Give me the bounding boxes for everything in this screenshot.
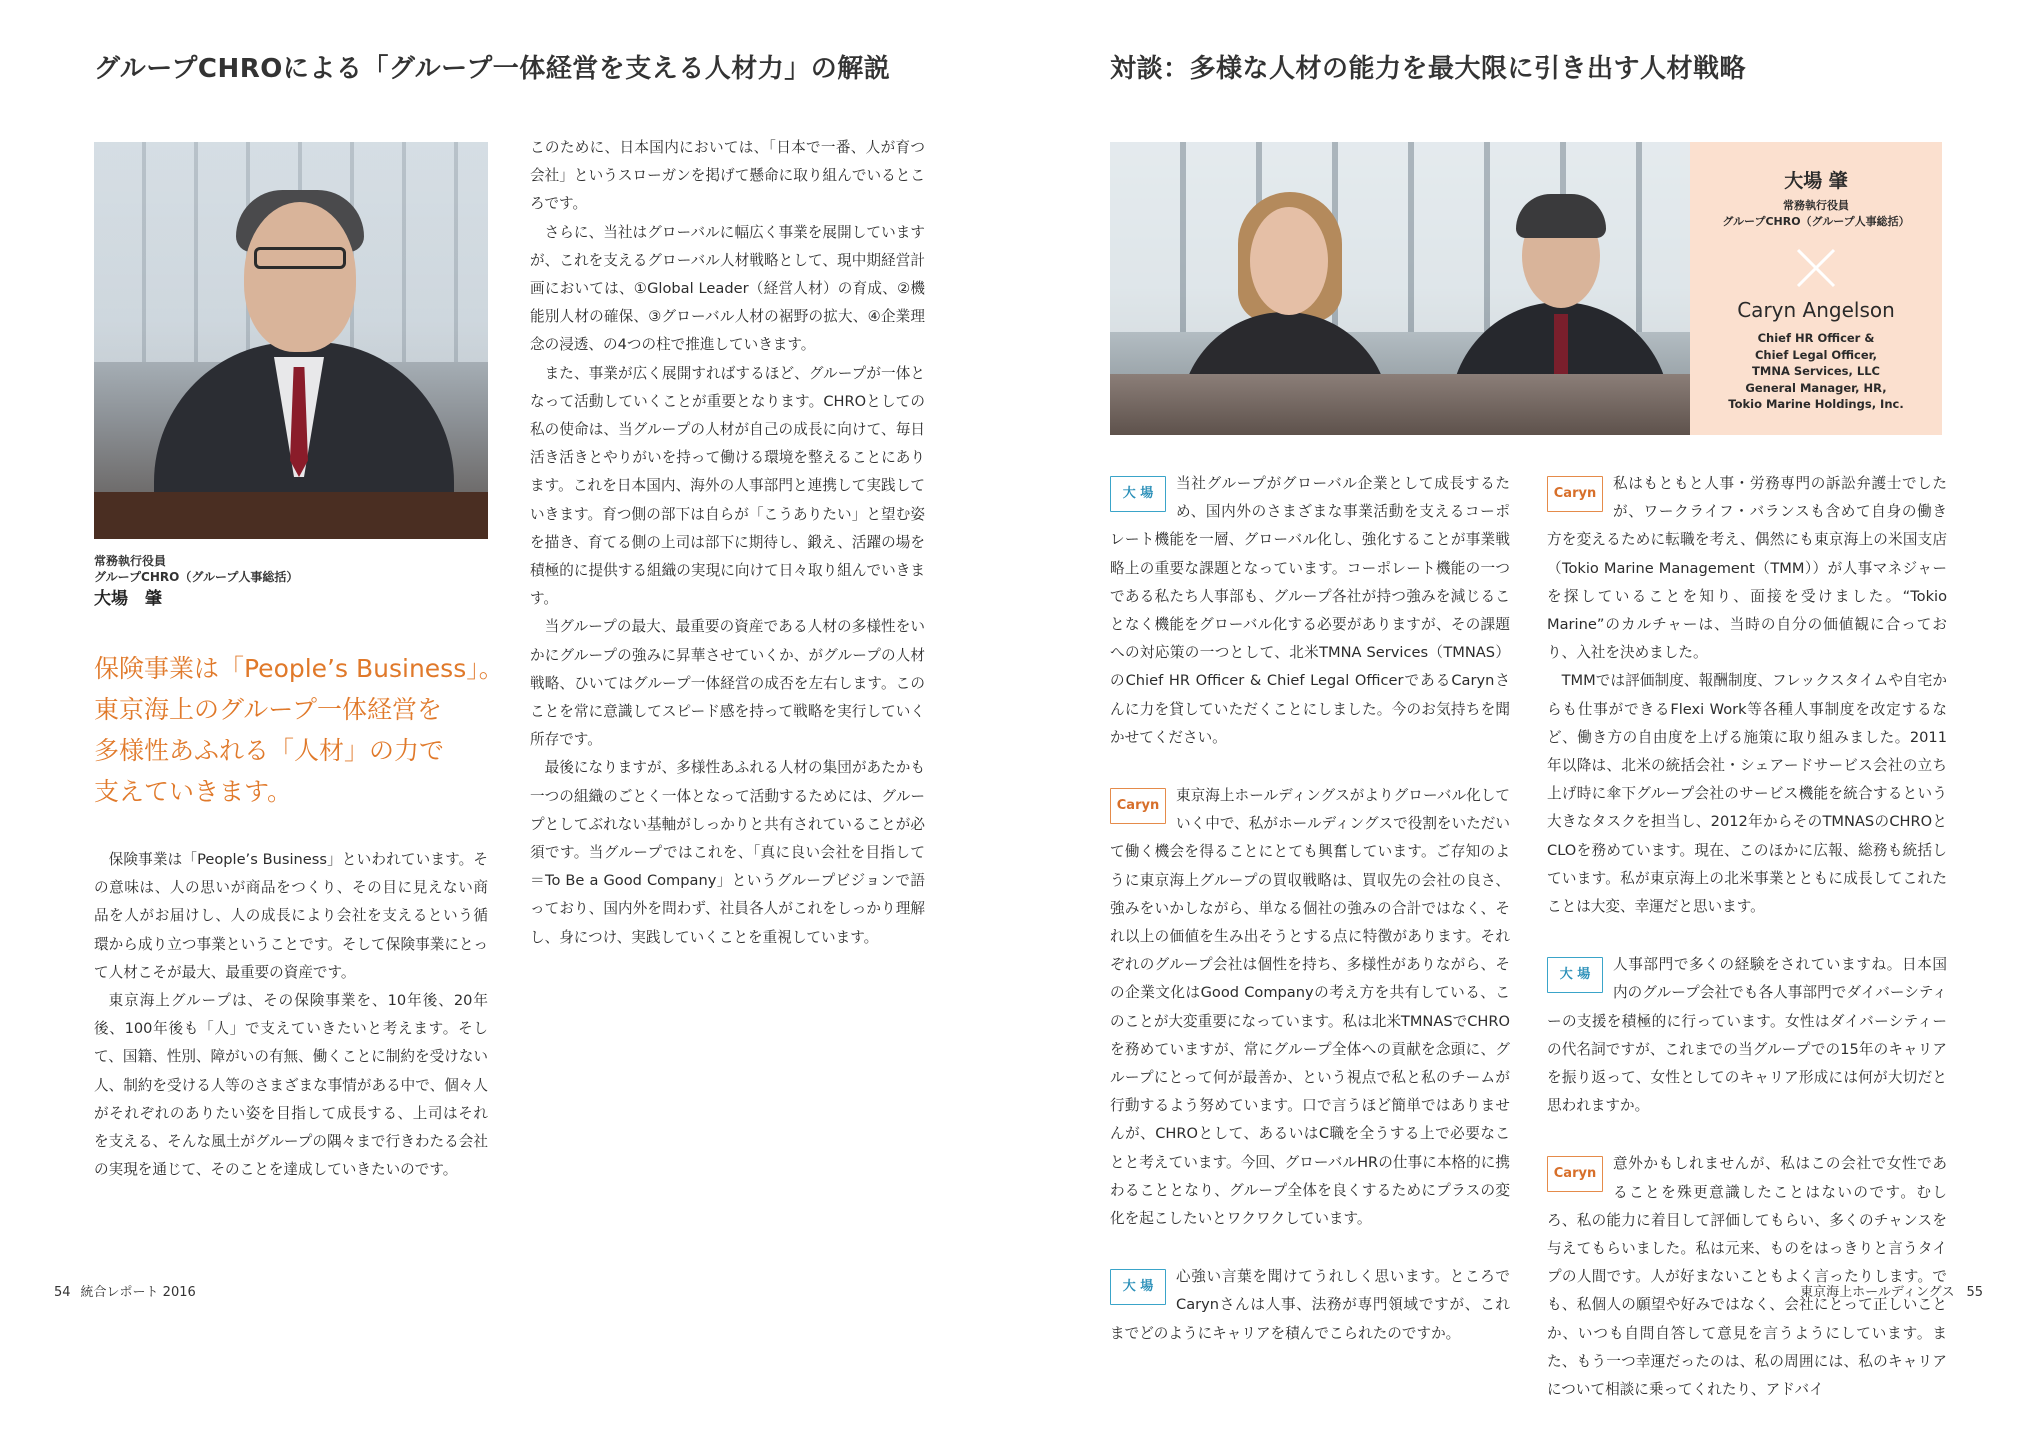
en-speaker-name: Caryn Angelson <box>1737 298 1895 322</box>
dialogue-block <box>1110 1263 1510 1348</box>
en-title-line: Chief HR Officer & <box>1757 331 1875 345</box>
dialogue-text: 人事部門で多くの経験をされていますね。日本国内のグループ会社でも各人事部門でダイバーシティーの支援を積極的に行っています。女性はダイバーシティーの代名詞ですが、これまでの当グループでの15年のキャリアを振り返って、女性としてのキャリア形成には何が大切だと思われますか。 <box>1547 956 1947 1115</box>
right-body-column-1 <box>1110 470 1510 1378</box>
lead-line: 多様性あふれる「人材」の力で <box>94 736 445 765</box>
speaker-tag-oba: 大 場 <box>1547 957 1603 993</box>
speaker-tag-oba: 大 場 <box>1110 1269 1166 1305</box>
cross-icon <box>1796 248 1836 288</box>
caption-name: 大場 肇 <box>94 589 162 609</box>
body-paragraph: 最後になりますが、多様性あふれる人材の集団があたかも一つの組織のごとく一体となって活動するためには、グループとしてぶれない基軸がしっかりと共有されていることが必須です。当グループではこれを、「真に良い会社を目指して＝To Be a Good Company」というグループビジョンで語っており、国内外を問わず、社員各人がこれをしっかり理解し、身につけ、実践していくことを重視しています。 <box>530 759 925 946</box>
body-paragraph: さらに、当社はグローバルに幅広く事業を展開していますが、これを支えるグローバル人材戦略として、現中期経営計画においては、①Global Leader（経営人材）の育成、②機能別人材の確保、③グローバル人材の裾野の拡大、④企業理念の浸透、の4つの柱で推進していきます。 <box>530 223 925 354</box>
jp-speaker-name: 大場 肇 <box>1784 170 1848 192</box>
left-page <box>0 0 1012 1314</box>
page-number: 54 <box>54 1285 71 1300</box>
jp-speaker-title <box>1690 198 1942 230</box>
dialogue-block <box>1547 1150 1947 1404</box>
dialogue-block <box>1547 951 1947 1120</box>
publication-name: 統合レポート 2016 <box>80 1285 196 1300</box>
dialogue-block <box>1110 782 1510 1233</box>
en-title-line: Chief Legal Officer, <box>1754 347 1877 362</box>
body-paragraph: 保険事業は「People’s Business」といわれています。その意味は、人の思いが商品をつくり、その目に見えない商品を人がお届けし、人の成長により会社を支えるという循環から成り立つ事業ということです。そして保険事業にとって人材こそが最大、最重要の資産です。 <box>94 851 488 981</box>
dialogue-block <box>1547 470 1947 921</box>
dialogue-text: 意外かもしれませんが、私はこの会社で女性であることを殊更意識したことはないのです。むしろ、私の能力に着目して評価してもらい、多くのチャンスを与えてもらいました。私は元来、ものをはっきりと言うタイプの人間です。人が好まないこともよく言ったりします。でも、私個人の願望や好みではなく、会社にとって正しいことか、いつも自問自答して意見を言うようにしています。また、もう一つ幸運だったのは、私の周囲には、私のキャリアについて相談に乗ってくれたり、アドバイ <box>1547 1155 1947 1399</box>
publication-name: 東京海上ホールディングス <box>1800 1285 1955 1300</box>
right-footer <box>1800 1281 1983 1300</box>
lead-statement <box>94 648 514 812</box>
chro-portrait-photo <box>94 142 488 539</box>
body-paragraph: 当グループの最大、最重要の資産である人材の多様性をいかにグループの強みに昇華させていくか、がグループの人材戦略、ひいてはグループ一体経営の成否を左右します。このことを常に意識してスピード感を持って戦略を実行していく所存です。 <box>530 618 925 749</box>
lead-line: 支えていきます。 <box>94 777 293 806</box>
page-number: 55 <box>1966 1285 1983 1300</box>
right-page-heading: 対談：多様な人材の能力を最大限に引き出す人材戦略 <box>1110 54 1747 84</box>
en-speaker-titles <box>1690 330 1942 413</box>
jp-title-line: 常務執行役員 <box>1783 199 1849 212</box>
en-title-line: Tokio Marine Holdings, Inc. <box>1728 397 1904 412</box>
dialogue-text: 心強い言葉を聞けてうれしく思います。ところでCarynさんは人事、法務が専門領域ですが、これまでどのようにキャリアを積んでこられたのですか。 <box>1110 1268 1510 1342</box>
body-paragraph: また、事業が広く展開すればするほど、グループが一体となって活動していくことが重要となります。CHROとしての私の使命は、当グループの人材が自己の成長に向けて、毎日活き活きとやりがいを持って働ける環境を整えることにあります。これを日本国内、海外の人事部門と連携して実践していきます。育つ側の部下は自らが「こうありたい」と望む姿を描き、育てる側の上司は部下に期待し、鍛え、活躍の場を積極的に提供する組織の実現に向けて日々取り組んでいきます。 <box>530 364 925 608</box>
left-body-column-2 <box>530 134 925 952</box>
speaker-tag-caryn: Caryn <box>1547 476 1603 512</box>
portrait-caption <box>94 553 298 611</box>
en-title-line: General Manager, HR, <box>1745 380 1887 395</box>
speaker-tag-caryn: Caryn <box>1110 788 1166 824</box>
left-footer <box>54 1281 196 1300</box>
dialogue-block <box>1110 470 1510 752</box>
lead-line: 保険事業は「People’s Business」。 <box>94 654 504 683</box>
en-title-line: TMNA Services, LLC <box>1752 364 1880 379</box>
body-paragraph: このために、日本国内においては、「日本で一番、人が育つ会社」というスローガンを掲げて懸命に取り組んでいるところです。 <box>530 139 925 213</box>
left-body-column-1 <box>94 846 488 1184</box>
speaker-tag-caryn: Caryn <box>1547 1156 1603 1192</box>
dialogue-text: 私はもともと人事・労務専門の訴訟弁護士でしたが、ワークライフ・バランスも含めて自身の働き方を変えるために転職を考え、偶然にも東京海上の米国支店（Tokio Marine Management（TMM））が人事マネジャーを探していることを知り、面接を受けました。“Tokio Marine”のカルチャーは、当時の自分の価値観に合っており、入社を決めました。 <box>1547 475 1947 662</box>
left-page-heading: グループCHROによる「グループ一体経営を支える人材力」の解説 <box>94 54 891 84</box>
jp-title-line: グループCHRO（グループ人事総括） <box>1722 215 1910 228</box>
dialogue-text: 当社グループがグローバル企業として成長するため、国内外のさまざまな事業活動を支えるコーポレート機能を一層、グローバル化し、強化することが事業戦略上の重要な課題となっています。コーポレート機能の一つである私たち人事部も、グループ各社が持つ強みを減じることなく機能をグローバル化する必要がありますが、その課題への対応策の一つとして、北米TMNA Services（TMNAS）のChief HR Officer & Chief Legal OfficerであるCarynさんに力を貸していただくことにしました。今のお気持ちを聞かせてください。 <box>1110 475 1510 746</box>
speaker-tag-oba: 大 場 <box>1110 476 1166 512</box>
dialogue-photo <box>1110 142 1690 435</box>
body-paragraph: 東京海上グループは、その保険事業を、10年後、20年後、100年後も「人」で支えていきたいと考えます。そして、国籍、性別、障がいの有無、働くことに制約を受けない人、制約を受ける人等のさまざまな事情がある中で、個々人がそれぞれのありたい姿を目指して成長する、上司はそれを支える、そんな風土がグループの隅々まで行きわたる会社の実現を通じて、そのことを達成していきたいのです。 <box>94 992 488 1179</box>
dialogue-text: TMMでは評価制度、報酬制度、フレックスタイムや自宅からも仕事ができるFlexi Work等各種人事制度を改定するなど、働き方の自由度を上げる施策に取り組みました。2011年以降は、北米の統括会社・シェアードサービス会社の立ち上げ時に傘下グループ会社のサービス機能を統合するという大きなタスクを担当し、2012年からそのTMNASのCHROとCLOを務めています。現在、このほかに広報、総務も統括しています。私が東京海上の北米事業とともに成長してこれたことは大変、幸運だと思います。 <box>1547 672 1947 916</box>
caption-title-1: 常務執行役員 <box>94 554 167 568</box>
lead-line: 東京海上のグループ一体経営を <box>94 695 443 724</box>
caption-title-2: グループCHRO（グループ人事総括） <box>94 570 299 584</box>
right-page <box>1012 0 2025 1399</box>
speaker-name-box <box>1690 142 1942 435</box>
dialogue-text: 東京海上ホールディングスがよりグローバル化していく中で、私がホールディングスで役割をいただいて働く機会を得ることにとても興奮しています。ご存知のように東京海上グループの買収戦略は、買収先の会社の良さ、強みをいかしながら、単なる個社の強みの合計ではなく、それ以上の価値を生み出そうとする点に特徴があります。それぞれのグループ会社は個性を持ち、多様性がありながら、その企業文化はGood Companyの考え方を共有している、このことが大変重要になっています。私は北米TMNASでCHROを務めていますが、常にグループ全体への貢献を念頭に、グループにとって何が最善か、という視点で私と私のチームが行動するよう努めています。口で言うほど簡単ではありませんが、CHROとして、あるいはC職を全うする上で必要なことと考えています。今回、グローバルHRの仕事に本格的に携わることとなり、グループ全体を良くするためにプラスの変化を起こしたいとワクワクしています。 <box>1110 787 1510 1228</box>
